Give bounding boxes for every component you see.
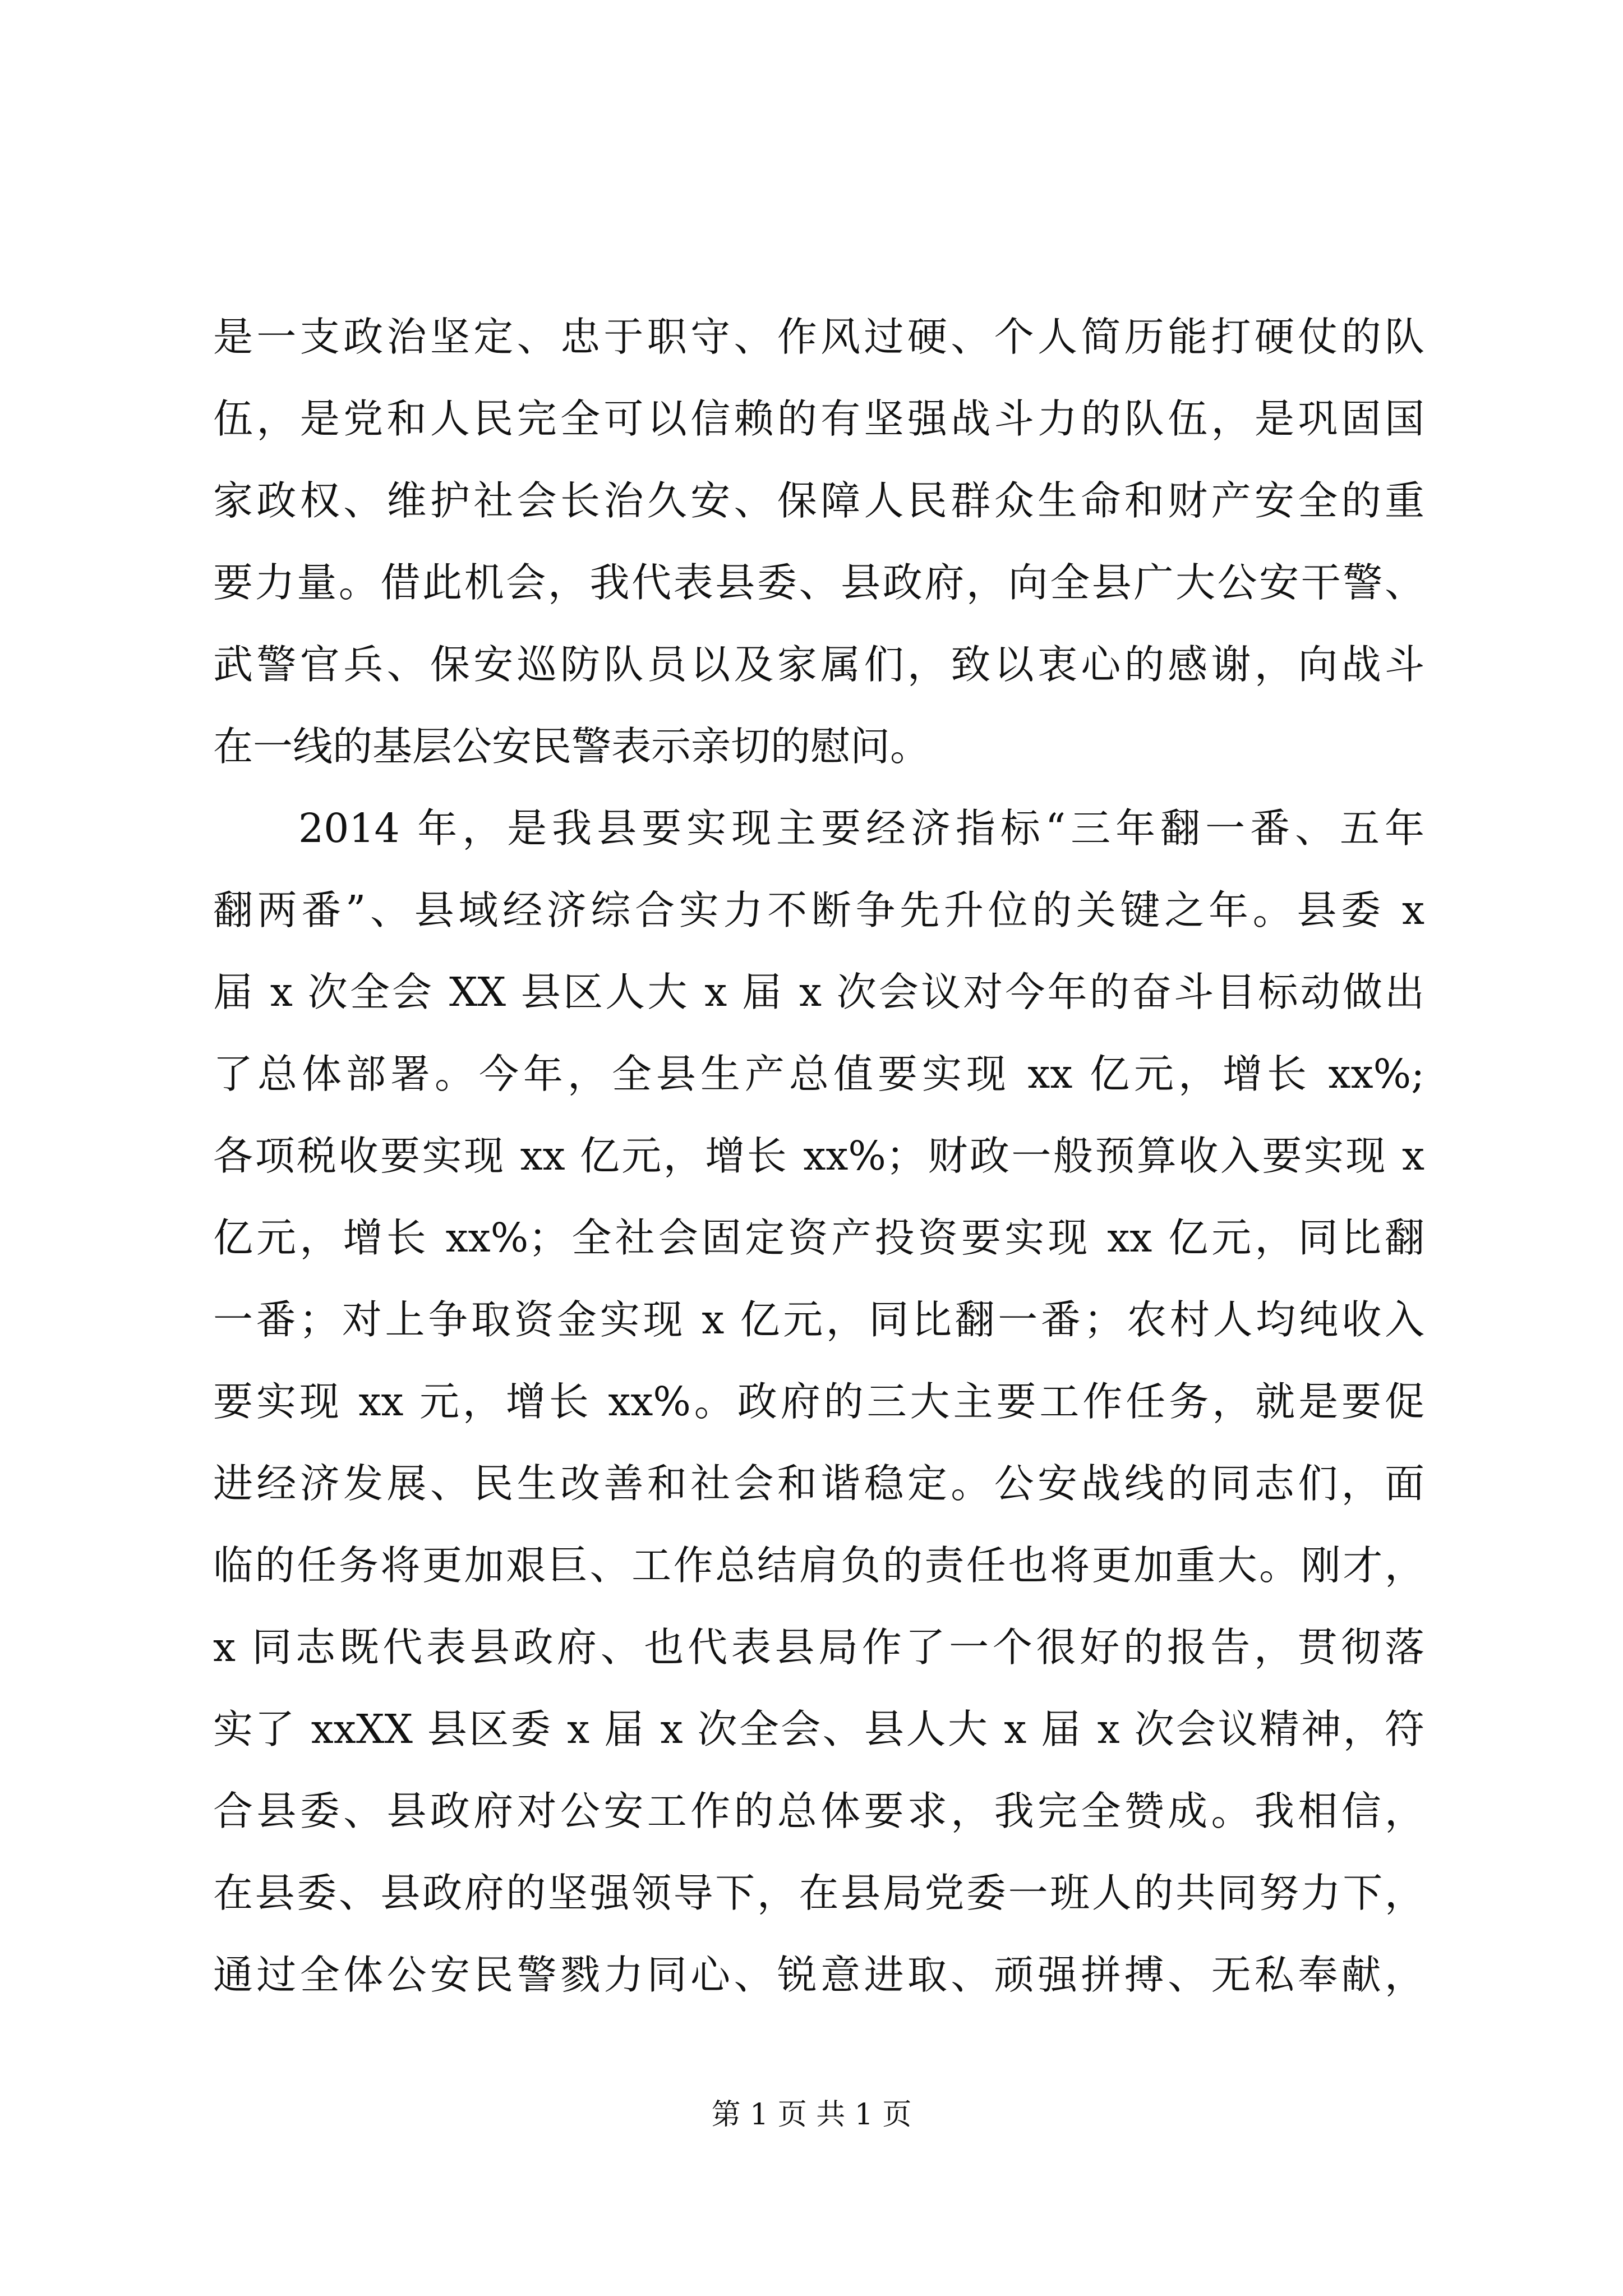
text-line: 各项税收要实现 xx 亿元，增长 xx%；财政一般预算收入要实现 x (213, 1133, 1424, 1179)
text-line: 家政权、维护社会长治久安、保障人民群众生命和财产安全的重 (213, 477, 1424, 524)
text-line: 通过全体公安民警戮力同心、锐意进取、顽强拼搏、无私奉献， (213, 1952, 1424, 1998)
text-line: 进经济发展、民生改善和社会和谐稳定。公安战线的同志们，面 (213, 1460, 1424, 1507)
text-line: 翻两番”、县域经济综合实力不断争先升位的关键之年。县委 x (213, 887, 1424, 933)
page-number-footer: 第 1 页 共 1 页 (711, 2098, 912, 2132)
text-line: x 同志既代表县政府、也代表县局作了一个很好的报告，贯彻落 (213, 1624, 1424, 1671)
text-line: 要实现 xx 元，增长 xx%。政府的三大主要工作任务，就是要促 (213, 1378, 1424, 1425)
body-text (213, 296, 1424, 2016)
text-line: 武警官兵、保安巡防队员以及家属们，致以衷心的感谢，向战斗 (213, 641, 1424, 688)
text-line: 实了 xxXX 县区委 x 届 x 次全会、县人大 x 届 x 次会议精神，符 (213, 1706, 1424, 1752)
text-line: 伍，是党和人民完全可以信赖的有坚强战斗力的队伍，是巩固国 (213, 395, 1424, 442)
text-line: 2014 年，是我县要实现主要经济指标“三年翻一番、五年 (298, 805, 1424, 852)
text-line: 亿元，增长 xx%；全社会固定资产投资要实现 xx 亿元，同比翻 (213, 1214, 1424, 1261)
text-line: 是一支政治坚定、忠于职守、作风过硬、个人简历能打硬仗的队 (213, 314, 1424, 360)
text-line: 要力量。借此机会，我代表县委、县政府，向全县广大公安干警、 (213, 559, 1424, 606)
text-line: 合县委、县政府对公安工作的总体要求，我完全赞成。我相信， (213, 1788, 1424, 1834)
text-line: 一番；对上争取资金实现 x 亿元，同比翻一番；农村人均纯收入 (213, 1296, 1424, 1343)
text-line: 在一线的基层公安民警表示亲切的慰问。 (213, 723, 930, 770)
text-line: 在县委、县政府的坚强领导下，在县局党委一班人的共同努力下， (213, 1870, 1424, 1916)
text-line: 临的任务将更加艰巨、工作总结肩负的责任也将更加重大。刚才， (213, 1542, 1424, 1589)
text-line: 了总体部署。今年，全县生产总值要实现 xx 亿元，增长 xx%; (213, 1051, 1424, 1097)
text-line: 届 x 次全会 XX 县区人大 x 届 x 次会议对今年的奋斗目标动做出 (213, 969, 1424, 1015)
